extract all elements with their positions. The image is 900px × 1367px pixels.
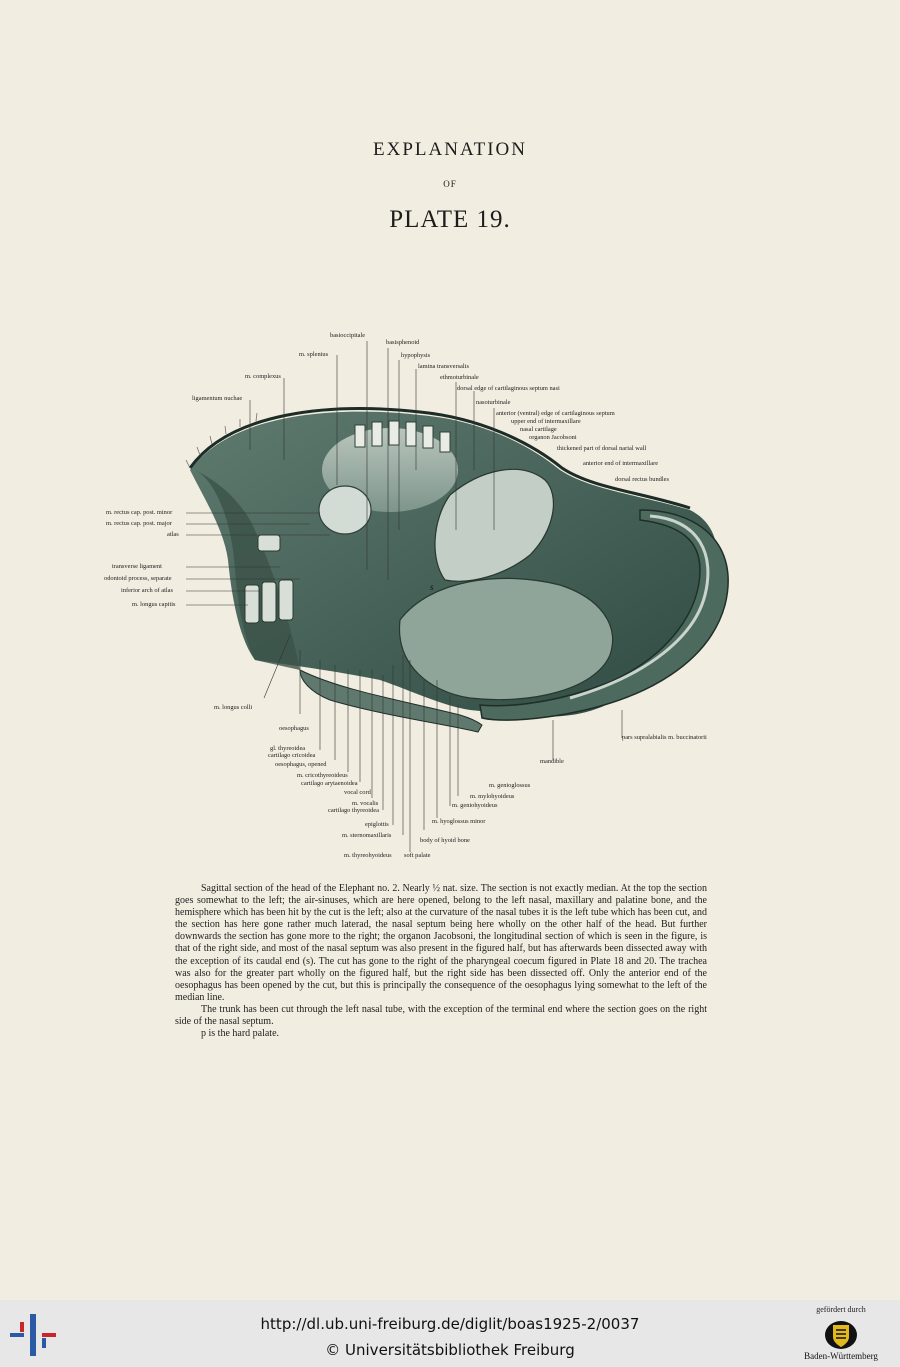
label-genioglossus: m. genioglossus [489, 782, 531, 789]
sponsor-bottom-text: Baden-Württemberg [804, 1351, 878, 1361]
source-url-link[interactable]: http://dl.ub.uni-freiburg.de/diglit/boas1925-2/0037 [260, 1315, 640, 1333]
label-anterior-end-intermaxillare: anterior end of intermaxillare [583, 460, 659, 467]
label-cartilago-arytaenoidea: cartilago arytaenoidea [301, 780, 358, 787]
label-lamina-transversalis: lamina transversalis [418, 363, 469, 370]
label-m-vocalis: m. vocalis [352, 800, 379, 807]
label-hyoglossus-minor: m. hyoglossus minor [432, 818, 486, 825]
label-ligamentum-nuchae: ligamentum nuchae [192, 395, 243, 402]
caption-paragraph-2: The trunk has been cut through the left nasal tube, with the exception of the terminal end where the section goes on the right side of the nasal septum. [175, 1003, 707, 1028]
copyright-text: © Universitätsbibliothek Freiburg [325, 1341, 575, 1359]
label-dorsal-edge-septum: dorsal edge of cartilaginous septum nasi [457, 385, 560, 392]
label-mylohyoideus: m. mylohyoideus [470, 793, 515, 800]
label-nasal-cartilage: nasal cartilage [520, 426, 557, 433]
title-of: OF [443, 179, 457, 189]
label-thyreohyoideus: m. thyreohyoideus [344, 852, 392, 859]
label-rectus-cap-minor: m. rectus cap. post. minor [106, 509, 173, 516]
label-sternomaxillaris: m. sternomaxillaris [342, 832, 392, 839]
label-thickened-narial-wall: thickened part of dorsal narial wall [557, 445, 647, 452]
label-pars-supralabialis: pars supralabialis m. buccinatorii [622, 734, 707, 741]
label-cricothyreoideus: m. cricothyreoideus [297, 772, 348, 779]
sponsor-block [796, 1305, 886, 1361]
label-geniohyoideus: m. geniohyoideus [452, 802, 498, 809]
plate-caption [175, 883, 707, 1040]
label-oesophagus-opened: oesophagus, opened [275, 761, 327, 768]
label-oesophagus: oesophagus [279, 725, 309, 732]
label-basisphenoid: basisphenoid [386, 339, 420, 346]
baden-wuerttemberg-crest-icon [824, 1319, 858, 1351]
label-organon-jacobsoni: organon Jacobsoni [529, 434, 577, 441]
anatomical-figure [0, 320, 900, 870]
caption-paragraph-3: p is the hard palate. [201, 1028, 280, 1040]
label-inferior-arch-atlas: inferior arch of atlas [121, 587, 173, 594]
label-epiglottis: epiglottis [365, 821, 389, 828]
label-m-splenius: m. splenius [299, 351, 329, 358]
label-basioccipitale: basioccipitale [330, 332, 366, 339]
label-anterior-edge-septum: anterior (ventral) edge of cartilaginous septum [496, 410, 615, 417]
label-body-hyoid-bone: body of hyoid bone [420, 837, 470, 844]
label-soft-palate: soft palate [404, 852, 431, 859]
label-nasoturbinale: nasoturbinale [476, 399, 511, 406]
label-longus-colli: m. longus colli [214, 704, 253, 711]
label-upper-end-intermaxillare: upper end of intermaxillare [511, 418, 581, 425]
label-odontoid-process: odontoid process, separate [104, 575, 172, 582]
label-hypophysis: hypophysis [401, 352, 431, 359]
sponsor-top-text: gefördert durch [816, 1305, 866, 1314]
label-ethmoturbinale: ethmoturbinale [440, 374, 479, 381]
label-m-complexus: m. complexus [245, 373, 281, 380]
label-vocal-cord: vocal cord [344, 789, 371, 796]
label-gl-thyreoidea: gl. thyreoidea [270, 745, 306, 752]
label-longus-capitis: m. longus capitis [132, 601, 176, 608]
label-mandible: mandible [540, 758, 564, 765]
label-dorsal-rectus-bundles: dorsal rectus bundles [615, 476, 669, 483]
elephant-head-section-illustration [0, 320, 900, 870]
title-explanation: EXPLANATION [373, 139, 527, 160]
label-atlas: atlas [167, 531, 179, 538]
label-rectus-cap-major: m. rectus cap. post. major [106, 520, 172, 527]
label-cartilago-thyreoidea: cartilago thyreoidea [328, 807, 379, 814]
viewer-footer [0, 1300, 900, 1367]
title-plate-number: PLATE 19. [389, 206, 511, 233]
label-cartilago-cricoidea: cartilago cricoidea [268, 752, 316, 759]
letter-s-marker: s [430, 582, 434, 592]
label-transverse-ligament: transverse ligament [112, 563, 162, 570]
caption-paragraph-1: Sagittal section of the head of the Elephant no. 2. Nearly ½ nat. size. The section is not exactly median. At the top the section goes somewhat to the left; the air-sinuses, which are here opened, belong to the left nasal, maxillary and palatine bone, and the hemisphere which has been hit by the cut is the left; also at the curvature of the nasal tubes it is the left tube which has been cut, and the section has here gone rather much laterad, the nasal septum being here wholly on the other half of the head. But further downwards the section has gone more to the right; the organon Jacobsoni, the longitudinal section of which is seen in the figure, is that of the right side, and most of the nasal septum was also present in the figured half, but has afterwards been dissected away with the exception of its caudal end (s). The cut has gone to the right of the pharyngeal coecum figured in Plate 18 and 20. The trachea was also for the greater part wholly on the figured half, but the right side has been dissected off. Only the anterior end of the oesophagus has been opened by the cut, but this is principally the consequence of the oesophagus lying somewhat to the left of the median line. [175, 883, 707, 1003]
